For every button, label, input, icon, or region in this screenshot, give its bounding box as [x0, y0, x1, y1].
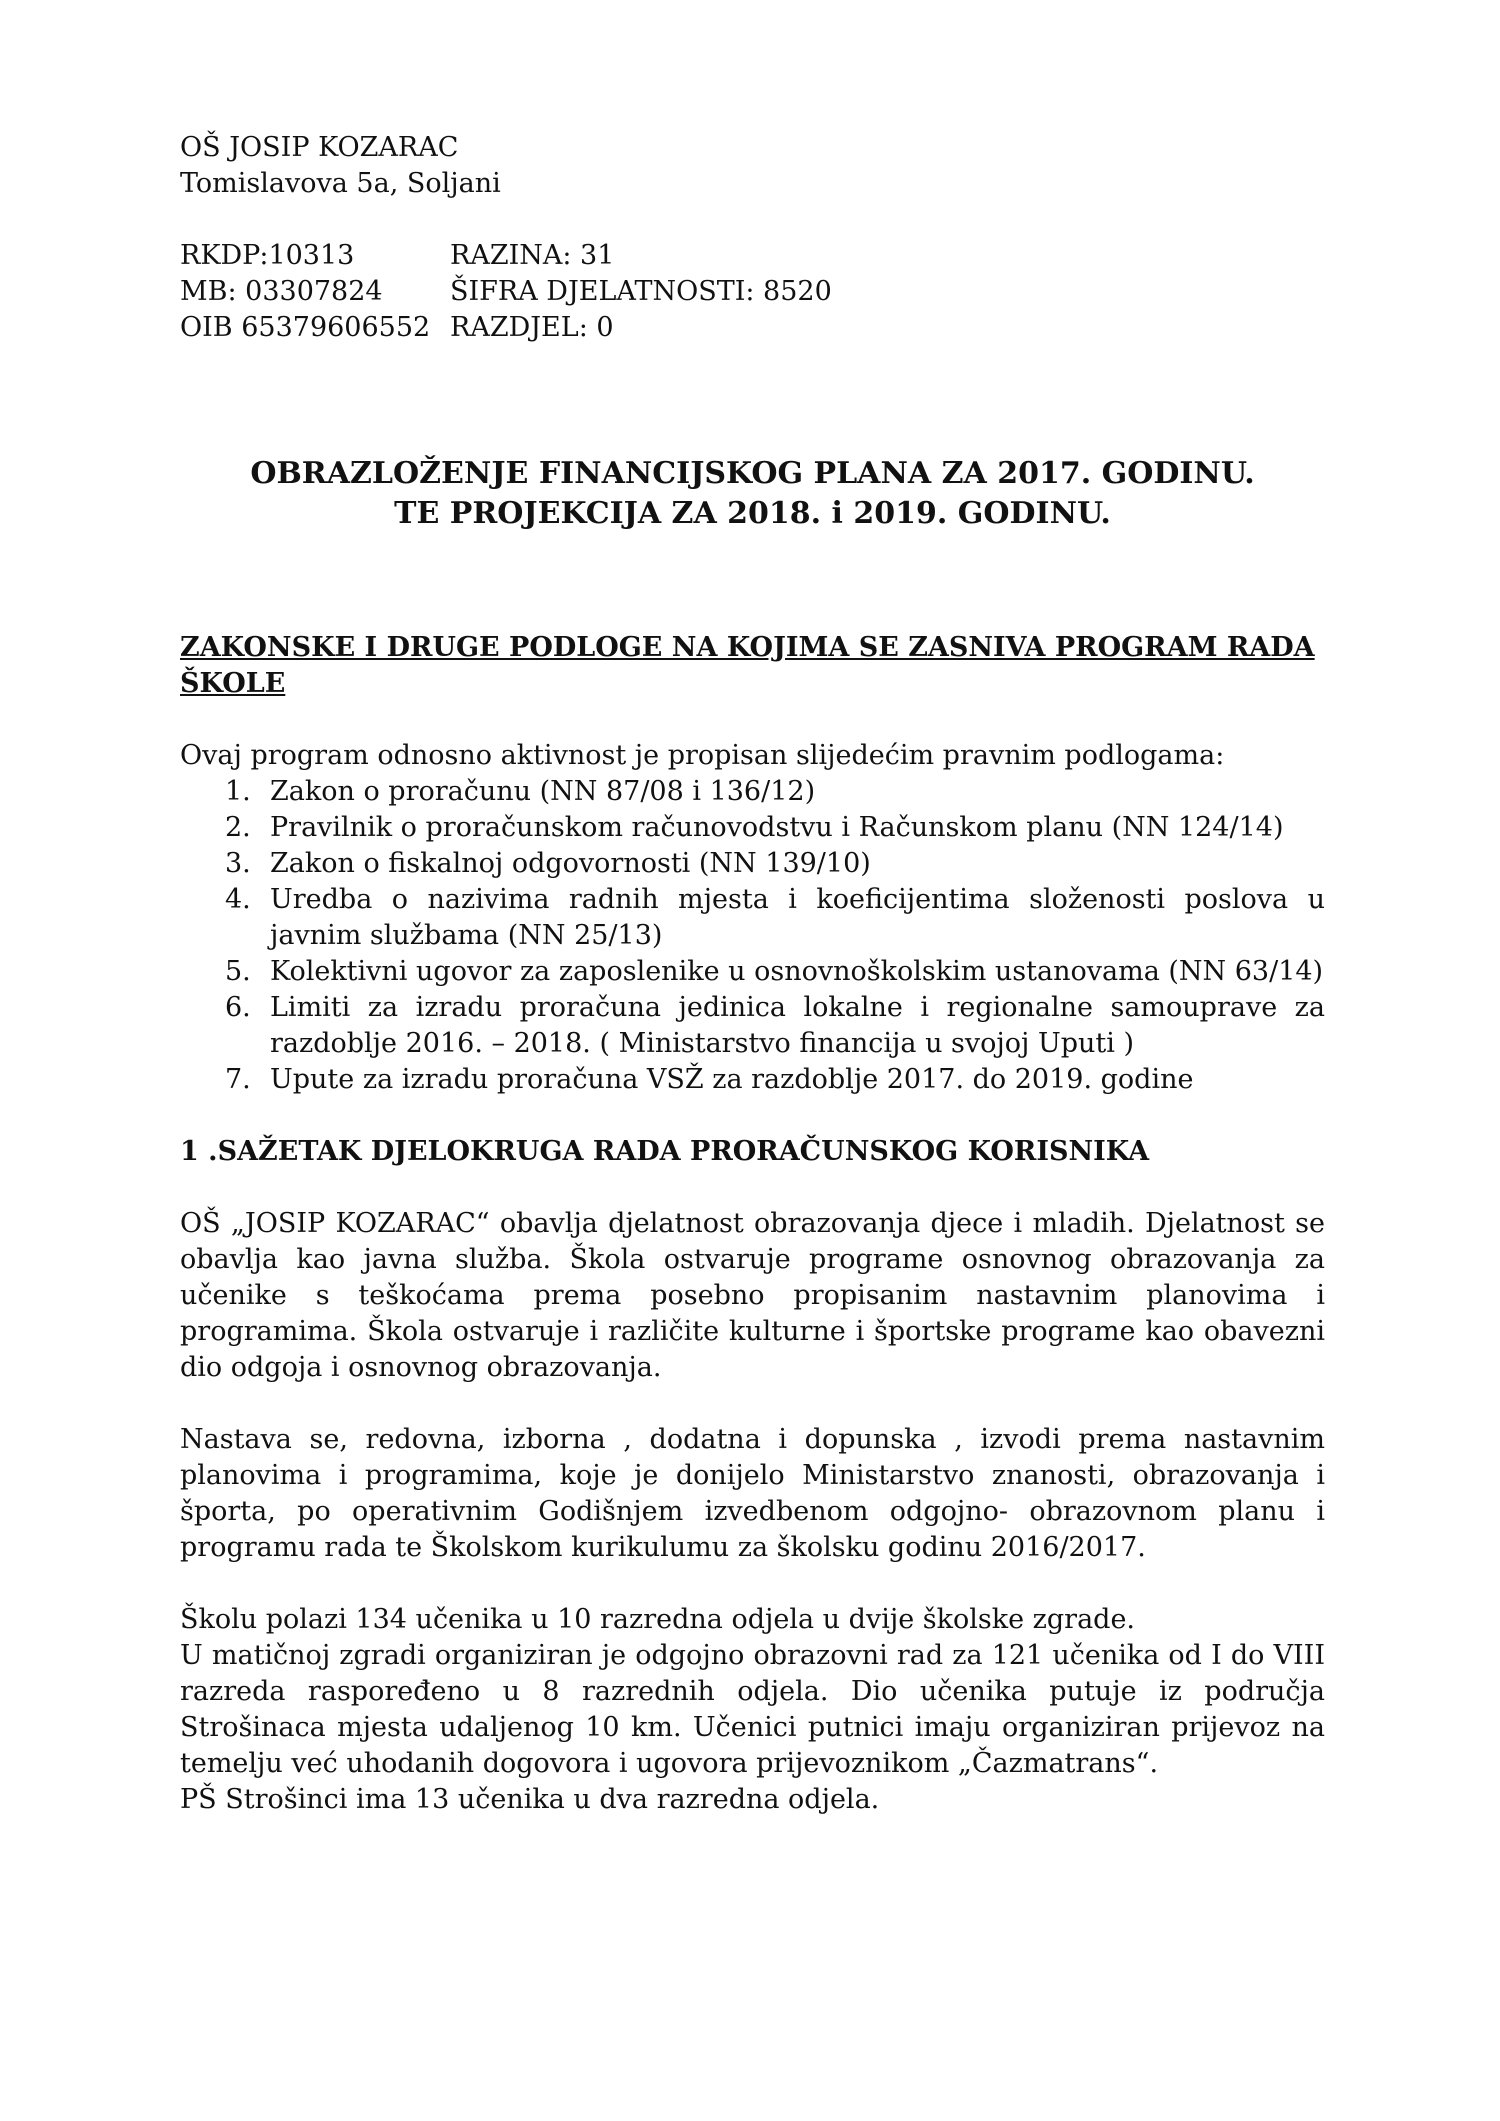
summary-paragraph-3 [180, 1602, 1325, 1818]
legal-basis-list [180, 774, 1325, 1098]
branch-school-text: PŠ Strošinci ima 13 učenika u dva razredna odjela. [180, 1784, 880, 1815]
main-building-text: U matičnoj zgradi organiziran je odgojno obrazovni rad za 121 učenika od I do VIII razreda raspoređeno u 8 razrednih odjela. Dio učenika putuje iz područja Strošinaca mjesta udaljenog 10 km. Učenici putnici imaju organiziran prijevoz na temelju već uhodanih dogovora i ugovora prijevoznikom „Čazmatrans“. [180, 1640, 1325, 1779]
list-item: 4. Uredba o nazivima radnih mjesta i koeficijentima složenosti poslova u javnim službama (NN 25/13) [225, 884, 1325, 951]
document-page [180, 130, 1325, 1818]
meta-row-mb [180, 274, 1325, 310]
document-title [180, 454, 1325, 534]
list-item: 5. Kolektivni ugovor za zaposlenike u osnovnoškolskim ustanovama (NN 63/14) [225, 956, 1324, 987]
summary-paragraph-1: OŠ „JOSIP KOZARAC“ obavlja djelatnost obrazovanja djece i mladih. Djelatnost se obavlja kao javna služba. Škola ostvaruje programe osnovnog obrazovanja za učenike s teškoćama prema posebno propisanim nastavnim planovima i programima. Škola ostvaruje i različite kulturne i športske programe kao obavezni dio odgoja i osnovnog obrazovanja. [180, 1208, 1325, 1383]
list-item: 1. Zakon o proračunu (NN 87/08 i 136/12) [225, 776, 816, 807]
list-item: 6. Limiti za izradu proračuna jedinica lokalne i regionalne samouprave za razdoblje 2016. – 2018. ( Ministarstvo financija u svojoj Uputi ) [225, 992, 1325, 1059]
razdjel-code: RAZDJEL: 0 [450, 312, 614, 343]
razina-code: RAZINA: 31 [450, 240, 615, 271]
list-item: 3. Zakon o fiskalnoj odgovornosti (NN 139/10) [225, 848, 871, 879]
summary-paragraph-2: Nastava se, redovna, izborna , dodatna i dopunska , izvodi prema nastavnim planovima i programima, koje je donijelo Ministarstvo znanosti, obrazovanja i športa, po operativnim Godišnjem izvedbenom odgojno- obrazovnom planu i programu rada te Školskom kurikulumu za školsku godinu 2016/2017. [180, 1424, 1325, 1563]
mb-code: MB: 03307824 [180, 276, 383, 307]
meta-row-rkdp [180, 238, 1325, 274]
sifra-djelatnosti-code: ŠIFRA DJELATNOSTI: 8520 [450, 276, 832, 307]
pupil-count-line: Školu polazi 134 učenika u 10 razredna odjela u dvije školske zgrade. [180, 1604, 1136, 1635]
rkdp-code: RKDP:10313 [180, 240, 355, 271]
school-address: Tomislavova 5a, Soljani [180, 168, 501, 199]
legal-section-intro: Ovaj program odnosno aktivnost je propisan slijedećim pravnim podlogama: [180, 740, 1225, 771]
title-line-1: OBRAZLOŽENJE FINANCIJSKOG PLANA ZA 2017. GODINU. [250, 456, 1255, 491]
list-item: 2. Pravilnik o proračunskom računovodstvu i Računskom planu (NN 124/14) [225, 812, 1284, 843]
title-line-2: TE PROJEKCIJA ZA 2018. i 2019. GODINU. [394, 496, 1111, 531]
list-item: 7. Upute za izradu proračuna VSŽ za razdoblje 2017. do 2019. godine [225, 1064, 1194, 1095]
school-name: OŠ JOSIP KOZARAC [180, 132, 459, 163]
oib-code: OIB 65379606552 [180, 312, 431, 343]
summary-section-heading: 1 .SAŽETAK DJELOKRUGA RADA PRORAČUNSKOG KORISNIKA [180, 1136, 1150, 1167]
meta-row-oib [180, 310, 1325, 346]
legal-section-heading: ZAKONSKE I DRUGE PODLOGE NA KOJIMA SE ZASNIVA PROGRAM RADA ŠKOLE [180, 632, 1315, 699]
